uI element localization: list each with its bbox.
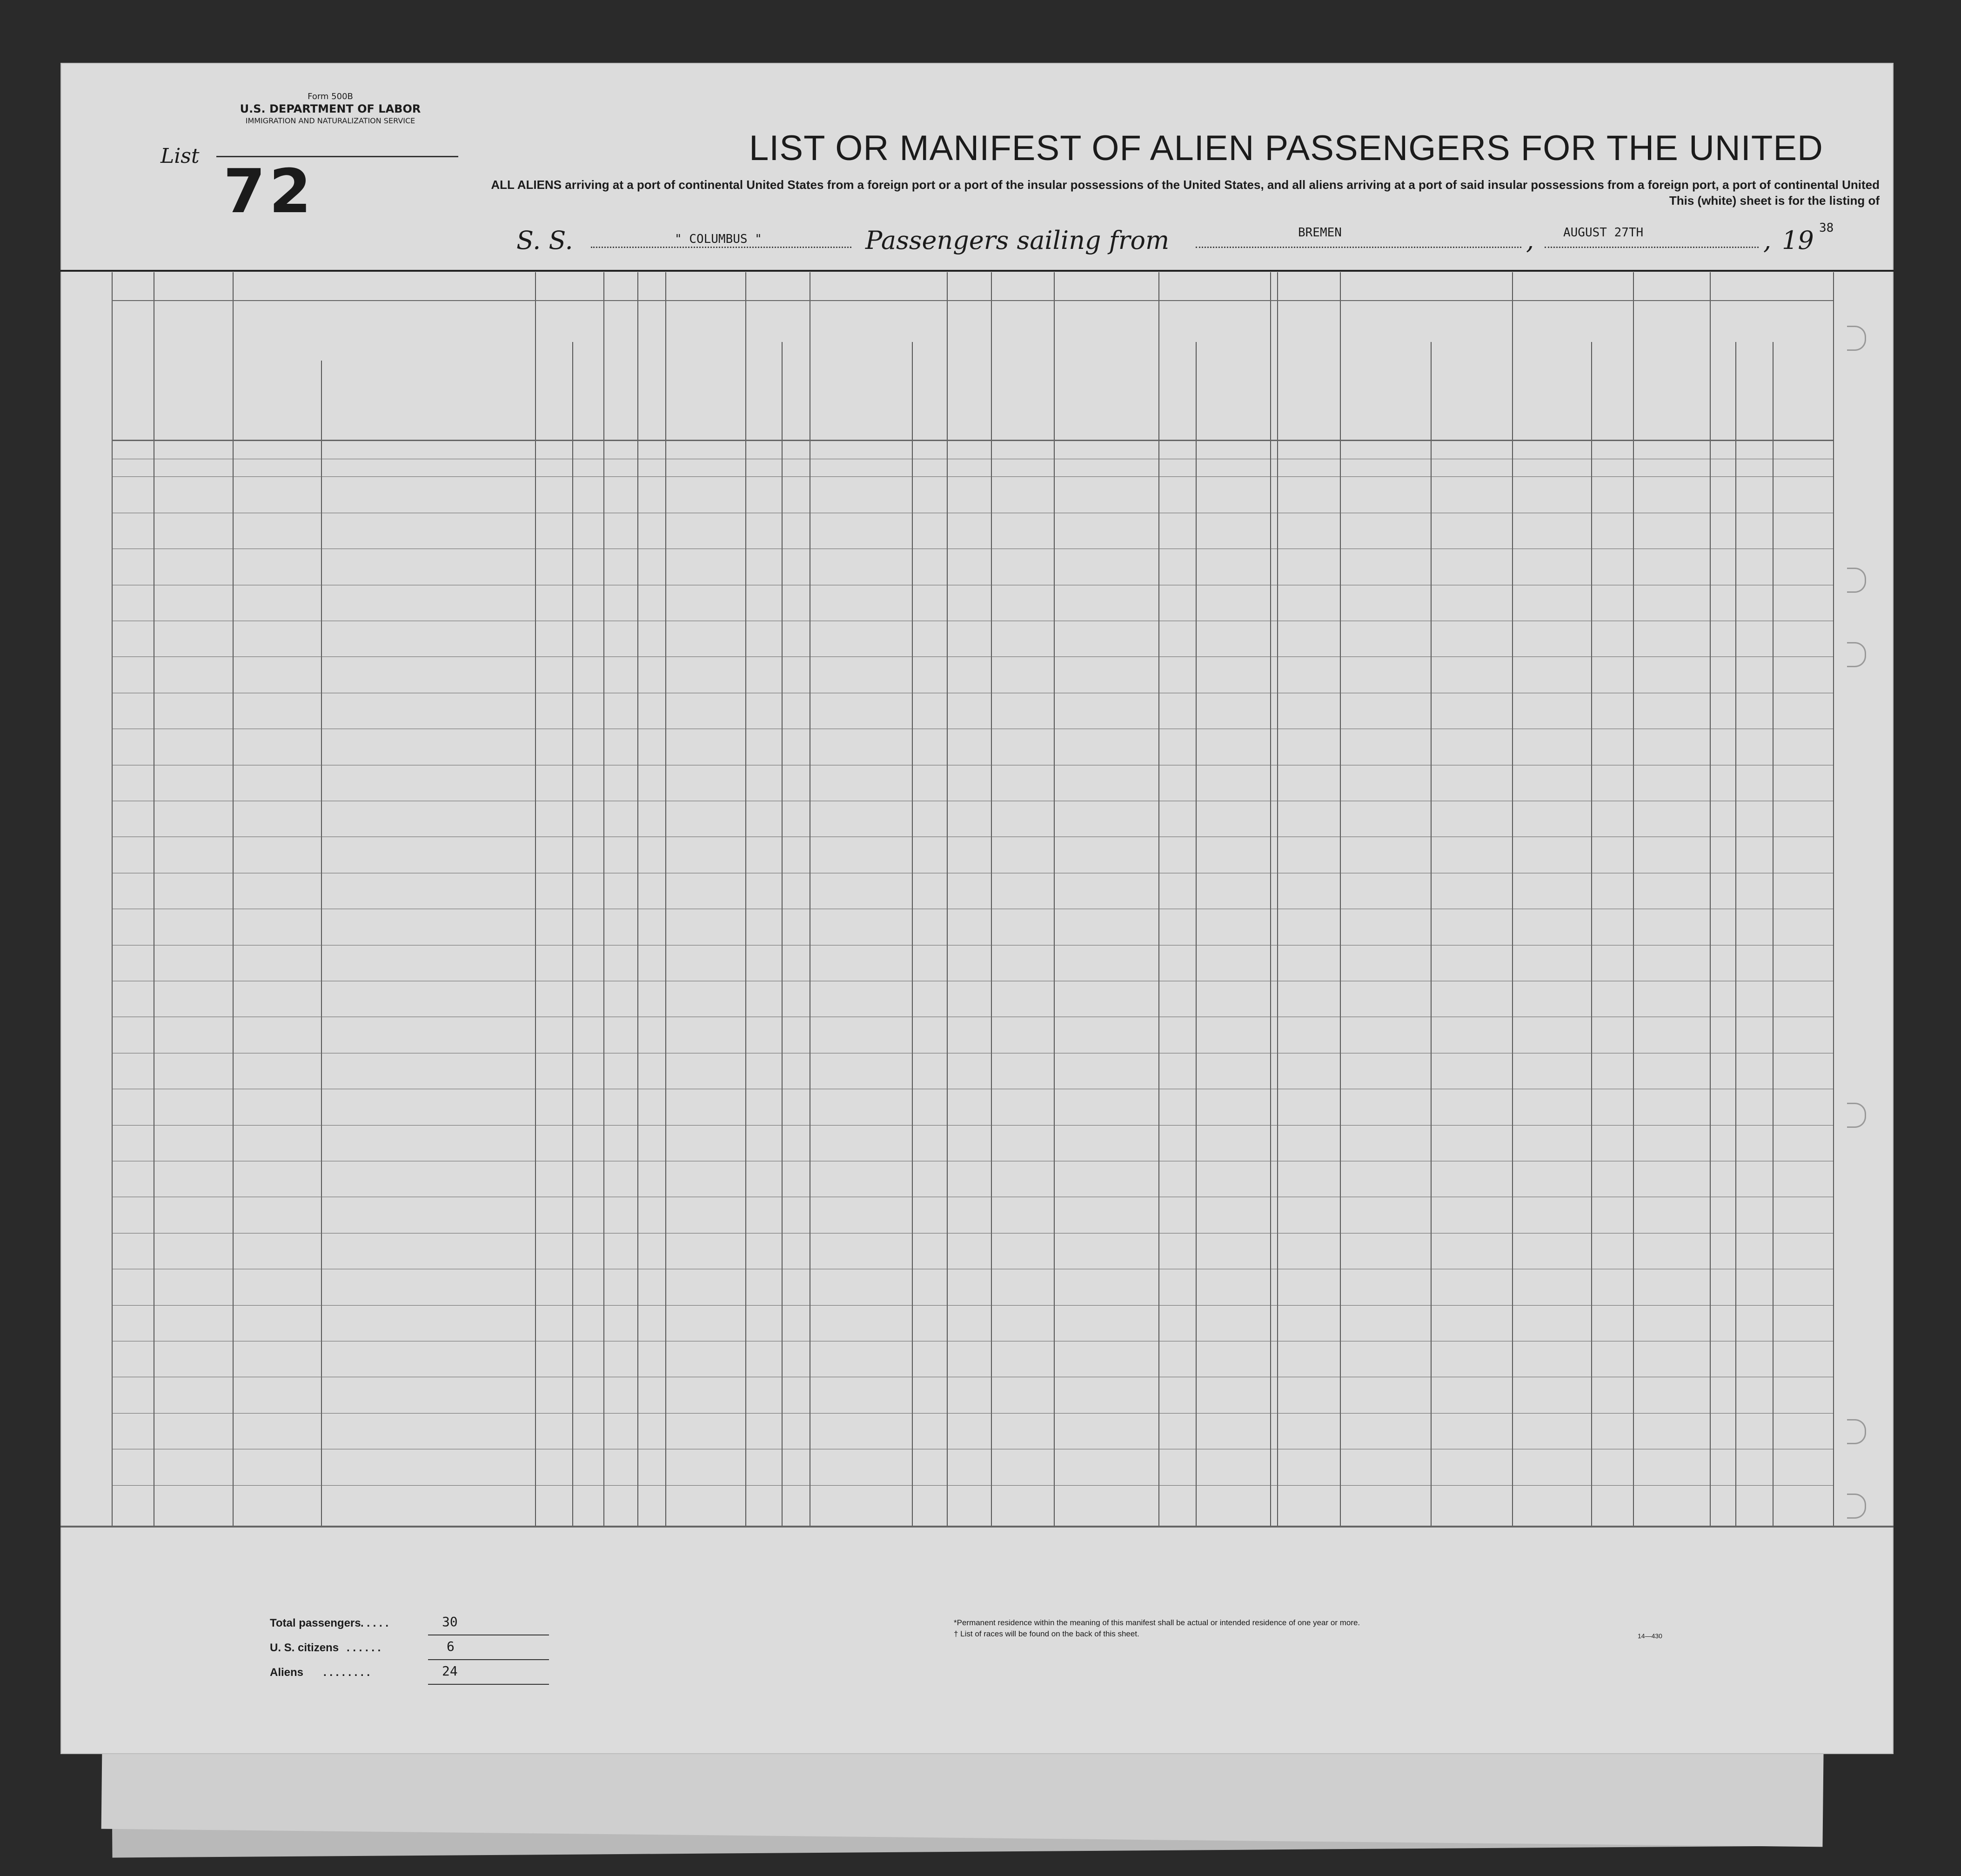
- subtitle-line-1: ALL ALIENS arriving at a port of continental United States from a foreign port or a port of the insular possessions of the United States, and all aliens arriving at a port of said insular possessions from a foreign port, a port of continental United: [491, 178, 1880, 192]
- punch-hole: [1847, 1494, 1866, 1519]
- manifest-sheet: Form 500B U.S. DEPARTMENT OF LABOR IMMIGRATION AND NATURALIZATION SERVICE List 72 LIST OR MANIFEST OF ALIEN PASSENGERS FOR THE UNITED ALL ALIENS arriving at a port of continental United States from a foreign port or a port of the insular possessions of the United States, and all aliens arriving at a port of said insular possessions from a foreign port, a port of continental United This (white) sheet is for the listing of S. S. " COLUMBUS " Passengers sailing from BREMEN , AUGUST 27TH , 19 38 Total passengers . . . . . 30 U. S. citizens . . . . . . 6 Aliens . . . . . . . . 24 *Permanent residence within the meaning of this manifest shall be actual or intended residence of one year or more. † List of races will be found on the back of this sheet. 14—430: [60, 63, 1894, 1754]
- service: IMMIGRATION AND NATURALIZATION SERVICE: [245, 116, 415, 125]
- citizens-label: U. S. citizens: [270, 1642, 339, 1654]
- citizens-value: 6: [447, 1639, 455, 1654]
- punch-hole: [1847, 1103, 1866, 1128]
- punch-hole: [1847, 1419, 1866, 1444]
- year-prefix: 19: [1782, 226, 1814, 255]
- sailing-label: Passengers sailing from: [865, 226, 1170, 255]
- ship-name: " COLUMBUS ": [675, 232, 762, 246]
- department: U.S. DEPARTMENT OF LABOR: [240, 102, 421, 115]
- manifest-grid: [60, 63, 1894, 1754]
- ss-label: S. S.: [516, 226, 573, 255]
- aliens-label: Aliens: [270, 1666, 304, 1679]
- form-header: [214, 91, 447, 127]
- total-value: 30: [442, 1614, 458, 1629]
- form-code: 14—430: [1638, 1632, 1662, 1640]
- list-number: 72: [223, 156, 315, 227]
- sailing-date: AUGUST 27TH: [1563, 226, 1644, 240]
- manifest-subtitle: [419, 177, 1880, 208]
- year-suffix: 38: [1819, 221, 1834, 235]
- total-label: Total passengers: [270, 1617, 361, 1629]
- list-label: List: [161, 144, 200, 168]
- footnote-residence: *Permanent residence within the meaning of this manifest shall be actual or intended residence of one year or more.: [954, 1618, 1360, 1627]
- subtitle-line-2: This (white) sheet is for the listing of: [1669, 194, 1880, 208]
- port-name: BREMEN: [1298, 226, 1342, 240]
- punch-hole: [1847, 326, 1866, 351]
- punch-hole: [1847, 568, 1866, 593]
- header-rule: [60, 270, 1894, 272]
- footnote-races: † List of races will be found on the back of this sheet.: [954, 1629, 1139, 1638]
- form-number: Form 500B: [308, 92, 353, 101]
- manifest-title: LIST OR MANIFEST OF ALIEN PASSENGERS FOR THE UNITED: [749, 128, 1823, 168]
- punch-hole: [1847, 642, 1866, 667]
- aliens-value: 24: [442, 1663, 458, 1679]
